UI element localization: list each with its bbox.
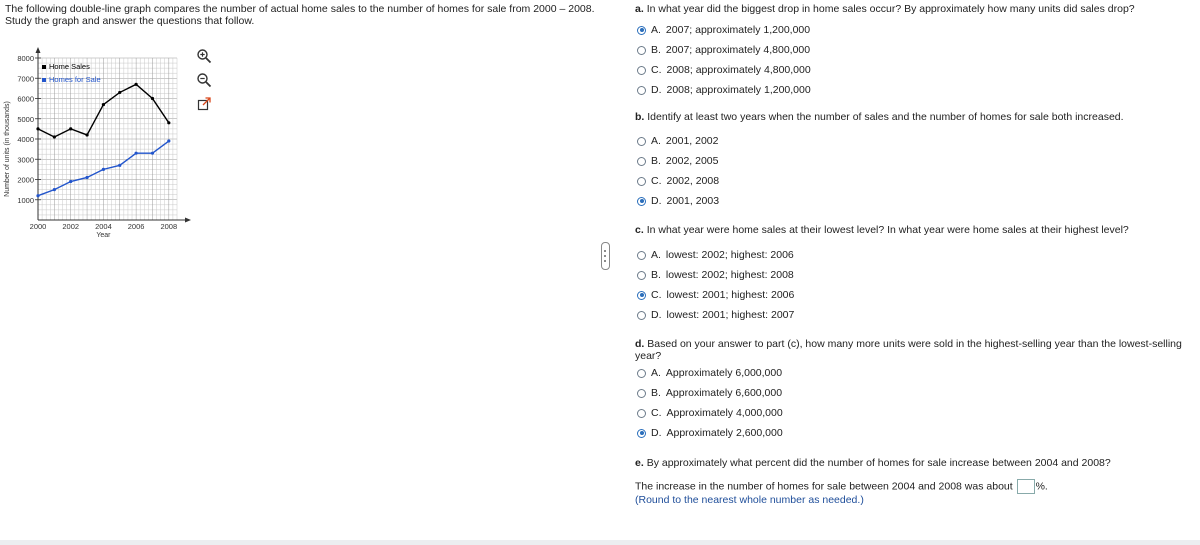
radio-button[interactable] [637,251,646,260]
y-tick-label: 3000 [17,155,34,165]
y-tick-label: 5000 [17,114,34,124]
radio-button[interactable] [637,26,646,35]
option-text: Approximately 4,000,000 [666,407,783,419]
option-text: lowest: 2001; highest: 2006 [666,289,795,301]
option-text: Approximately 6,600,000 [665,387,783,399]
option-c-C[interactable] [637,289,794,301]
option-letter: A. [651,24,661,36]
option-c-A[interactable] [637,249,794,261]
question-d [635,338,1193,362]
radio-button[interactable] [637,197,646,206]
option-letter: B. [651,44,661,56]
x-axis-label: Year [96,232,111,239]
graph-tools [196,48,216,120]
double-line-graph [0,40,200,250]
y-tick-label: 7000 [17,74,34,84]
data-point [135,83,138,86]
option-letter: D. [651,84,662,96]
option-letter: A. [651,249,661,261]
question-e [635,457,1111,469]
radio-button[interactable] [637,429,646,438]
y-tick-label: 1000 [17,195,34,205]
option-letter: D. [651,309,662,321]
data-point [151,97,154,100]
data-point [69,180,72,183]
option-text: 2001, 2002 [665,135,719,147]
zoom-out-icon[interactable] [196,72,212,88]
rounding-hint: (Round to the nearest whole number as needed.) [635,494,864,506]
option-text: 2002, 2005 [665,155,719,167]
data-point [135,152,138,155]
legend-swatch [42,65,46,69]
option-text: 2008; approximately 1,200,000 [666,84,811,96]
option-a-A[interactable] [637,24,810,36]
option-c-D[interactable] [637,309,794,321]
pane-resize-handle[interactable] [601,242,610,270]
data-point [118,164,121,167]
data-point [85,176,88,179]
answer-prefix: The increase in the number of homes for sale between 2004 and 2008 was about [635,480,1013,493]
bottom-scrollbar-track [0,540,1200,545]
option-letter: A. [651,135,661,147]
option-letter: C. [651,64,662,76]
x-tick-label: 2006 [127,222,145,231]
radio-button[interactable] [637,409,646,418]
option-a-D[interactable] [637,84,811,96]
question-b [635,111,1124,123]
question-d-text: Based on your answer to part (c), how many more units were sold in the highest-selling year than the lowest-selling year? [635,338,1182,362]
option-d-B[interactable] [637,387,782,399]
data-point [36,194,39,197]
option-text: 2002, 2008 [666,175,720,187]
option-text: 2001, 2003 [666,195,720,207]
question-c-text: In what year were home sales at their lowest level? In what year were home sales at their highest level? [646,224,1129,236]
question-d-label: d. [635,338,645,350]
data-point [36,127,39,130]
x-tick-label: 2004 [95,222,112,231]
y-axis-arrow [36,47,41,53]
x-tick-label: 2008 [160,222,178,231]
data-point [167,121,170,124]
question-a-text: In what year did the biggest drop in home sales occur? By approximately how many units did sales drop? [646,3,1135,15]
option-text: Approximately 6,000,000 [665,367,783,379]
option-text: 2007; approximately 4,800,000 [665,44,811,56]
y-tick-label: 8000 [17,54,34,63]
data-point [102,103,105,106]
radio-button[interactable] [637,177,646,186]
option-text: lowest: 2002; highest: 2008 [665,269,794,281]
data-point [69,127,72,130]
option-d-C[interactable] [637,407,783,419]
y-axis-label: Number of units (in thousands) [4,101,11,197]
popout-icon[interactable] [196,96,212,112]
data-point [85,133,88,136]
y-tick-label: 2000 [17,175,34,185]
radio-button[interactable] [637,86,646,95]
option-b-A[interactable] [637,135,718,147]
option-b-B[interactable] [637,155,718,167]
option-d-A[interactable] [637,367,782,379]
zoom-in-icon[interactable] [196,48,212,64]
legend-label: Homes for Sale [49,75,101,84]
option-b-C[interactable] [637,175,719,187]
radio-button[interactable] [637,46,646,55]
option-b-D[interactable] [637,195,719,207]
radio-button[interactable] [637,311,646,320]
option-letter: D. [651,427,662,439]
percent-answer-input[interactable] [1017,479,1035,494]
data-point [102,168,105,171]
option-letter: C. [651,289,662,301]
option-text: lowest: 2002; highest: 2006 [665,249,794,261]
answer-line [635,479,1048,494]
y-tick-label: 4000 [17,135,34,144]
option-letter: D. [651,195,662,207]
option-letter: B. [651,269,661,281]
option-letter: A. [651,367,661,379]
question-c-label: c. [635,224,644,236]
radio-button[interactable] [637,389,646,398]
question-c [635,224,1129,236]
intro-text: The following double-line graph compares the number of actual home sales to the number of homes for sale from 2000 – 2008. Study the graph and answer the questions that follow. [5,3,595,27]
radio-button[interactable] [637,369,646,378]
question-e-text: By approximately what percent did the number of homes for sale increase between 2004 and 2008? [646,457,1111,469]
questions-pane [623,0,1193,540]
data-point [151,152,154,155]
x-tick-label: 2000 [29,222,47,231]
option-c-B[interactable] [637,269,794,281]
question-a [635,3,1135,15]
question-b-label: b. [635,111,645,123]
option-a-C[interactable] [637,64,811,76]
option-letter: C. [651,175,662,187]
option-text: Approximately 2,600,000 [666,427,783,439]
data-point [53,188,56,191]
option-text: 2008; approximately 4,800,000 [666,64,811,76]
option-letter: C. [651,407,662,419]
chart-area [0,40,200,250]
data-point [118,91,121,94]
answer-suffix: %. [1035,480,1048,493]
left-pane [0,0,600,540]
option-text: 2007; approximately 1,200,000 [665,24,811,36]
question-b-text: Identify at least two years when the number of sales and the number of homes for sale both increased. [647,111,1124,123]
y-tick-label: 6000 [17,94,34,104]
data-point [53,135,56,138]
option-letter: B. [651,387,661,399]
radio-button[interactable] [637,157,646,166]
option-a-B[interactable] [637,44,810,56]
radio-button[interactable] [637,291,646,300]
question-e-label: e. [635,457,644,469]
question-a-label: a. [635,3,644,15]
radio-button[interactable] [637,271,646,280]
x-axis-arrow [185,218,191,223]
option-d-D[interactable] [637,427,783,439]
legend-swatch [42,78,46,82]
radio-button[interactable] [637,137,646,146]
legend-label: Home Sales [49,62,90,71]
x-tick-label: 2002 [62,222,80,231]
option-letter: B. [651,155,661,167]
option-text: lowest: 2001; highest: 2007 [666,309,795,321]
radio-button[interactable] [637,66,646,75]
data-point [167,139,170,142]
